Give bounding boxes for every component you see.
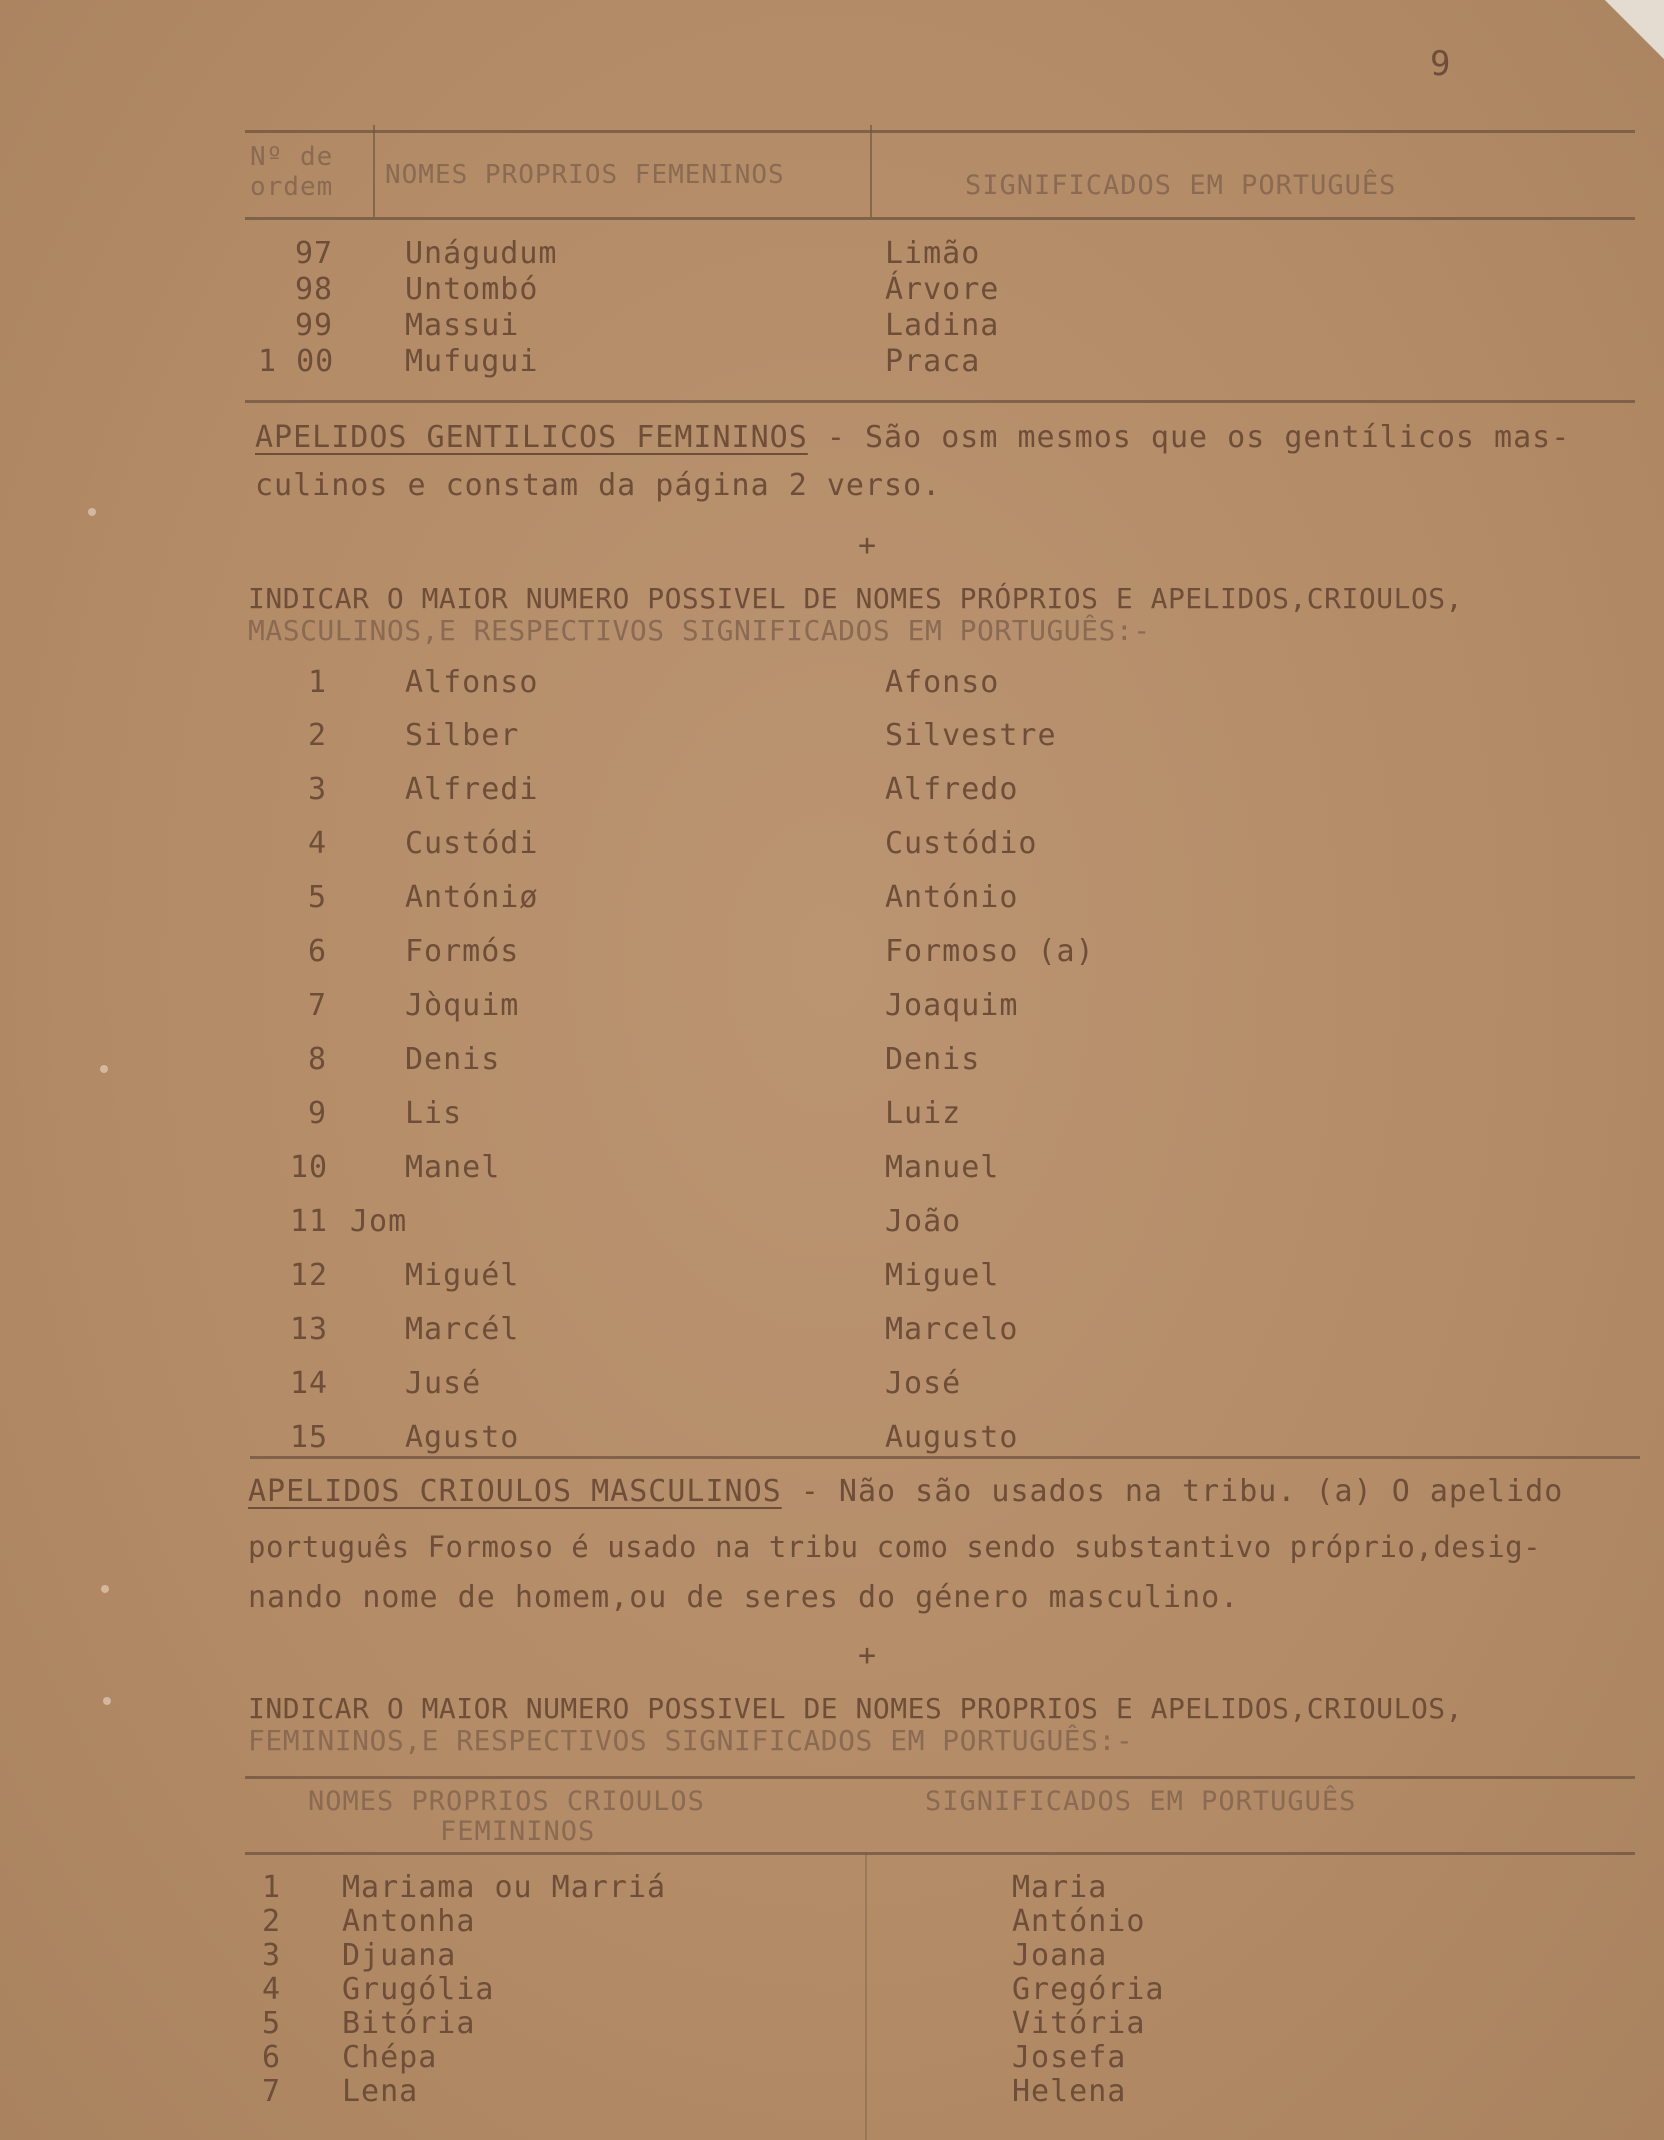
row-number: 99 [295, 308, 334, 343]
page-number: 9 [1430, 44, 1452, 84]
male-creole-heading: INDICAR O MAIOR NUMERO POSSIVEL DE NOMES PRÓPRIOS E APELIDOS,CRIOULOS, [248, 582, 1464, 615]
row-number: 2 [262, 1904, 282, 1939]
list-item [0, 1150, 1664, 1190]
item-meaning: Miguel [885, 1258, 1000, 1293]
table-row [0, 2074, 1664, 2114]
item-name: Denis [405, 1042, 501, 1077]
list-item [0, 772, 1664, 812]
item-number: 7 [308, 988, 328, 1023]
paragraph-line: nando nome de homem,ou de seres do género masculino. [248, 1580, 1240, 1615]
meanings-header: SIGNIFICADOS EM PORTUGUÊS [925, 1786, 1357, 1817]
row-meaning: Árvore [885, 272, 1000, 307]
row-meaning: Vitória [1012, 2006, 1146, 2041]
item-number: 12 [290, 1258, 329, 1293]
item-meaning: Formoso (a) [885, 934, 1095, 969]
row-number: 1 [262, 1870, 282, 1905]
row-name: Massui [405, 308, 520, 343]
item-name: Alfonso [405, 665, 539, 700]
names-header: NOMES PROPRIOS CRIOULOS [308, 1786, 705, 1817]
list-item [0, 988, 1664, 1028]
section-title: APELIDOS GENTILICOS FEMININOS [255, 420, 808, 455]
item-number: 2 [308, 718, 328, 753]
list-item [0, 880, 1664, 920]
table-row [0, 272, 1664, 312]
item-name: Miguél [405, 1258, 520, 1293]
item-number: 9 [308, 1096, 328, 1131]
item-number: 1 [308, 665, 328, 700]
item-number: 15 [290, 1420, 329, 1455]
row-number: 5 [262, 2006, 282, 2041]
row-number: 98 [295, 272, 334, 307]
row-number: 7 [262, 2074, 282, 2109]
binder-hole [101, 1585, 109, 1593]
row-name: Bitória [342, 2006, 476, 2041]
list-item [0, 1258, 1664, 1298]
row-name: Unágudum [405, 236, 558, 271]
list-item [0, 665, 1664, 705]
list-item [0, 1096, 1664, 1136]
item-name: Lis [405, 1096, 463, 1131]
row-name: Untombó [405, 272, 539, 307]
list-item [0, 1204, 1664, 1244]
list-item [0, 934, 1664, 974]
paper-speck [88, 508, 96, 516]
item-number: 6 [308, 934, 328, 969]
item-meaning: Augusto [885, 1420, 1019, 1455]
section-title: APELIDOS CRIOULOS MASCULINOS [248, 1474, 782, 1509]
item-name: Formós [405, 934, 520, 969]
separator-plus: + [858, 1638, 878, 1673]
row-meaning: Gregória [1012, 1972, 1165, 2007]
male-creole-heading-line2: MASCULINOS,E RESPECTIVOS SIGNIFICADOS EM PORTUGUÊS:- [248, 614, 1151, 647]
row-name: Djuana [342, 1938, 457, 1973]
item-meaning: João [885, 1204, 962, 1239]
names-header: NOMES PROPRIOS FEMENINOS [385, 160, 785, 190]
item-meaning: Alfredo [885, 772, 1019, 807]
item-meaning: Manuel [885, 1150, 1000, 1185]
list-item [0, 1042, 1664, 1082]
item-name: Jom [350, 1204, 408, 1239]
list-item [0, 718, 1664, 758]
female-creole-heading-line2: FEMININOS,E RESPECTIVOS SIGNIFICADOS EM PORTUGUÊS:- [248, 1724, 1134, 1757]
paragraph-line: português Formoso é usado na tribu como sendo substantivo próprio,desig- [248, 1530, 1542, 1564]
item-number: 8 [308, 1042, 328, 1077]
item-number: 13 [290, 1312, 329, 1347]
list-item [0, 1312, 1664, 1352]
row-number: 1 00 [258, 344, 335, 379]
item-number: 10 [290, 1150, 329, 1185]
item-name: Alfredi [405, 772, 539, 807]
item-name: Jusé [405, 1366, 482, 1401]
table-row [0, 344, 1664, 384]
row-meaning: António [1012, 1904, 1146, 1939]
row-name: Grugólia [342, 1972, 495, 2007]
item-meaning: Afonso [885, 665, 1000, 700]
paragraph-line: - Não são usados na tribu. (a) O apelido [781, 1474, 1564, 1509]
item-number: 14 [290, 1366, 329, 1401]
row-number: 97 [295, 236, 334, 271]
paragraph-line: - São osm mesmos que os gentílicos mas- [807, 420, 1571, 455]
female-creole-heading: INDICAR O MAIOR NUMERO POSSIVEL DE NOMES PROPRIOS E APELIDOS,CRIOULOS, [248, 1692, 1464, 1725]
row-name: Chépa [342, 2040, 438, 2075]
names-header-line2: FEMININOS [440, 1816, 596, 1847]
separator-plus: + [858, 528, 878, 563]
item-name: Antóniø [405, 880, 539, 915]
item-number: 3 [308, 772, 328, 807]
paragraph-line: culinos e constam da página 2 verso. [255, 468, 942, 503]
item-meaning: Marcelo [885, 1312, 1019, 1347]
meanings-header: SIGNIFICADOS EM PORTUGUÊS [965, 170, 1397, 201]
item-number: 4 [308, 826, 328, 861]
table-row [0, 308, 1664, 348]
row-name: Mufugui [405, 344, 539, 379]
item-number: 5 [308, 880, 328, 915]
row-number: 3 [262, 1938, 282, 1973]
item-meaning: Silvestre [885, 718, 1057, 753]
row-meaning: Helena [1012, 2074, 1127, 2109]
item-meaning: Custódio [885, 826, 1038, 861]
row-meaning: Praca [885, 344, 981, 379]
item-meaning: Luiz [885, 1096, 962, 1131]
item-name: Manel [405, 1150, 501, 1185]
binder-hole [103, 1697, 111, 1705]
list-item [0, 1420, 1664, 1460]
gentile-surnames-paragraph [255, 420, 1570, 455]
row-number: 4 [262, 1972, 282, 2007]
item-name: Jòquim [405, 988, 520, 1023]
item-name: Agusto [405, 1420, 520, 1455]
item-meaning: José [885, 1366, 962, 1401]
folded-corner [1604, 0, 1664, 70]
item-meaning: Joaquim [885, 988, 1019, 1023]
list-item [0, 1366, 1664, 1406]
item-name: Marcél [405, 1312, 520, 1347]
row-meaning: Limão [885, 236, 981, 271]
row-name: Antonha [342, 1904, 476, 1939]
row-meaning: Josefa [1012, 2040, 1127, 2075]
order-header: Nº de ordem [250, 142, 334, 202]
row-meaning: Maria [1012, 1870, 1108, 1905]
row-name: Mariama ou Marriá [342, 1870, 667, 1905]
row-name: Lena [342, 2074, 419, 2109]
item-number: 11 [290, 1204, 329, 1239]
item-name: Silber [405, 718, 520, 753]
row-meaning: Ladina [885, 308, 1000, 343]
table-row [0, 236, 1664, 276]
row-number: 6 [262, 2040, 282, 2075]
list-item [0, 826, 1664, 866]
item-meaning: Denis [885, 1042, 981, 1077]
row-meaning: Joana [1012, 1938, 1108, 1973]
item-meaning: António [885, 880, 1019, 915]
item-name: Custódi [405, 826, 539, 861]
male-creole-surnames-paragraph [248, 1474, 1563, 1509]
